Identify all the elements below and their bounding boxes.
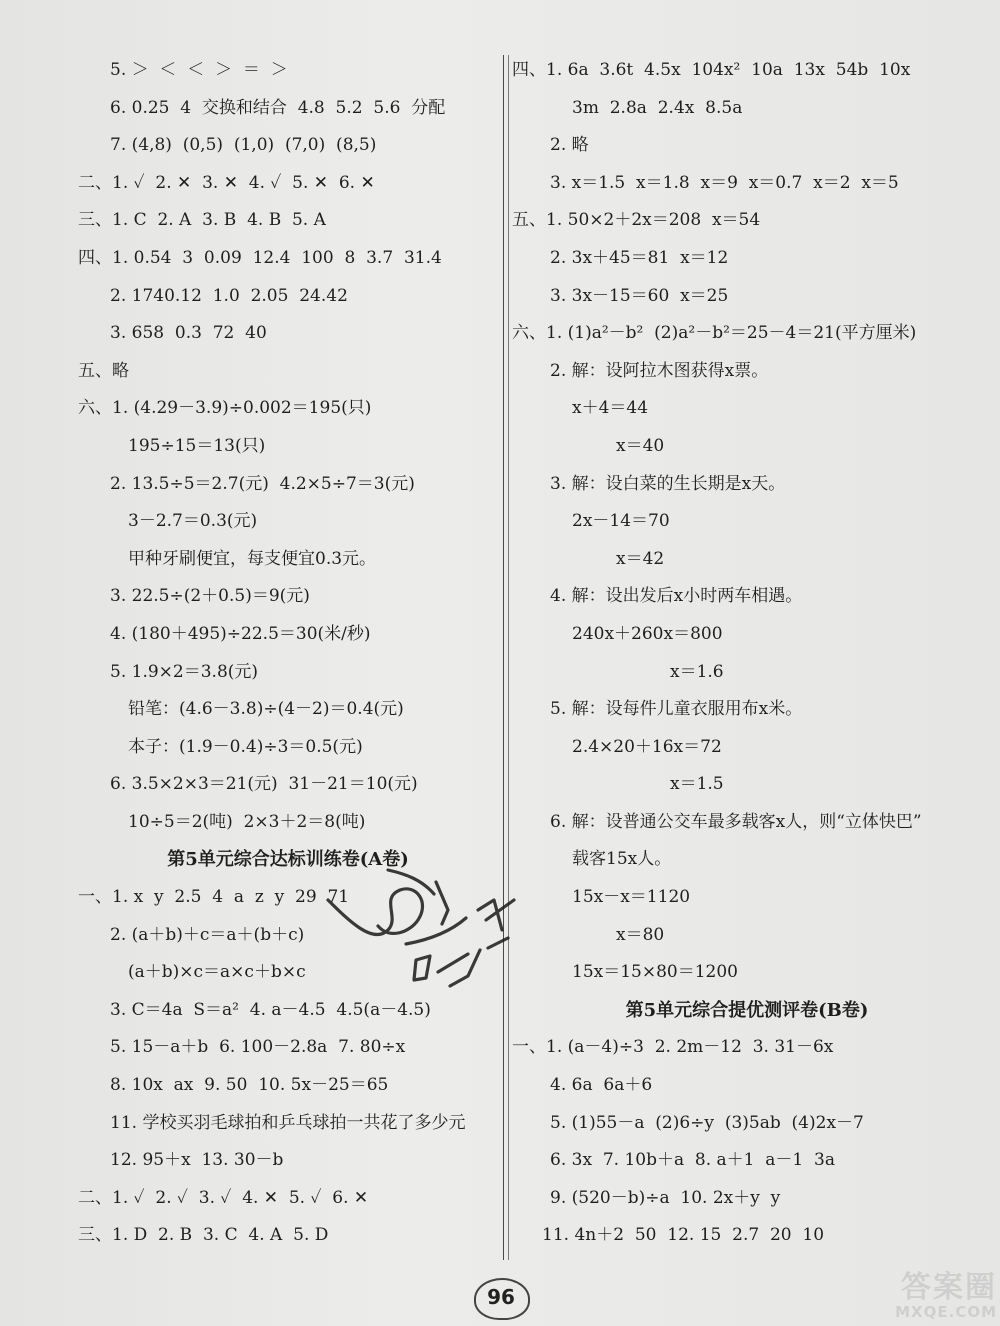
answer-line: 二、1. ✓ 2. ✓ 3. ✓ 4. ✕ 5. ✓ 6. ✕ xyxy=(78,1187,369,1208)
watermark-url: MXQE.COM xyxy=(895,1303,997,1321)
answer-line: x＝40 xyxy=(616,435,665,456)
answer-line: 五、略 xyxy=(78,360,129,381)
answer-line: 4. 6a 6a＋6 xyxy=(550,1075,653,1096)
answer-line: 195÷15＝13(只) xyxy=(128,435,266,456)
answer-line: 四、1. 0.54 3 0.09 12.4 100 8 3.7 31.4 xyxy=(78,247,442,268)
answer-line: x＝80 xyxy=(616,924,665,945)
answer-line: 4. (180＋495)÷22.5＝30(米/秒) xyxy=(110,623,371,644)
right-column xyxy=(512,52,982,1255)
answer-line: 6. 解：设普通公交车最多载客x人，则“立体快巴” xyxy=(550,811,922,832)
left-column xyxy=(78,52,498,1255)
answer-line: 2. 13.5÷5＝2.7(元) 4.2×5÷7＝3(元) xyxy=(110,473,415,494)
answer-line: 一、1. (a－4)÷3 2. 2m－12 3. 31－6x xyxy=(512,1037,834,1058)
answer-line: 2.4×20＋16x＝72 xyxy=(572,736,722,757)
answer-line: 8. 10x ax 9. 50 10. 5x－25＝65 xyxy=(110,1075,389,1096)
answer-line: 6. 3.5×2×3＝21(元) 31－21＝10(元) xyxy=(110,774,418,795)
answer-line: x＝1.6 xyxy=(670,661,724,682)
answer-line: 本子：(1.9－0.4)÷3＝0.5(元) xyxy=(128,736,363,757)
section-heading-b: 第5单元综合提优测评卷(B卷) xyxy=(625,999,869,1021)
answer-line: 15x＝15×80＝1200 xyxy=(572,962,738,983)
page-number: 96 xyxy=(487,1285,515,1309)
answer-line: 四、1. 6a 3.6t 4.5x 104x² 10a 13x 54b 10x xyxy=(512,60,911,80)
answer-line: 载客15x人。 xyxy=(572,849,672,870)
answer-line: 3. 22.5÷(2＋0.5)＝9(元) xyxy=(110,586,310,607)
answer-line: 甲种牙刷便宜，每支便宜0.3元。 xyxy=(128,548,377,569)
answer-line: 3. x＝1.5 x＝1.8 x＝9 x＝0.7 x＝2 x＝5 xyxy=(550,172,899,193)
answer-line: 15x－x＝1120 xyxy=(572,887,691,908)
answer-line: 7. (4,8) (0,5) (1,0) (7,0) (8,5) xyxy=(110,135,377,156)
answer-line: 2. (a＋b)＋c＝a＋(b＋c) xyxy=(110,924,305,945)
answer-line: 3－2.7＝0.3(元) xyxy=(128,511,258,532)
handwritten-stamp xyxy=(318,860,528,1010)
answer-line: 2. 解：设阿拉木图获得x票。 xyxy=(550,360,769,381)
answer-line: 3. C＝4a S＝a² 4. a－4.5 4.5(a－4.5) xyxy=(110,999,431,1020)
site-watermark xyxy=(812,1272,997,1322)
answer-line: 5. 解：设每件儿童衣服用布x米。 xyxy=(550,699,803,720)
answer-line: 3m 2.8a 2.4x 8.5a xyxy=(572,97,743,118)
answer-line: 11. 4n＋2 50 12. 15 2.7 20 10 xyxy=(542,1225,825,1246)
answer-line: 10÷5＝2(吨) 2×3＋2＝8(吨) xyxy=(128,811,366,832)
answer-line: 3. 3x－15＝60 x＝25 xyxy=(550,285,729,306)
answer-line: 2. 3x＋45＝81 x＝12 xyxy=(550,247,729,268)
answer-line: 六、1. (4.29－3.9)÷0.002＝195(只) xyxy=(78,398,372,419)
answer-line: 2. 1740.12 1.0 2.05 24.42 xyxy=(110,285,348,306)
answer-line: 六、1. (1)a²－b² (2)a²－b²＝25－4＝21(平方厘米) xyxy=(512,323,917,344)
answer-line: 6. 3x 7. 10b＋a 8. a＋1 a－1 3a xyxy=(550,1150,836,1171)
column-divider xyxy=(503,55,504,1260)
answer-line: 二、1. ✓ 2. ✕ 3. ✕ 4. ✓ 5. ✕ 6. ✕ xyxy=(78,172,375,193)
answer-line: 4. 解：设出发后x小时两车相遇。 xyxy=(550,586,803,607)
answer-line: 3. 658 0.3 72 40 xyxy=(110,323,267,344)
section-heading-a: 第5单元综合达标训练卷(A卷) xyxy=(167,849,409,871)
column-divider-inner xyxy=(508,55,509,1260)
answer-line: 铅笔：(4.6－3.8)÷(4－2)＝0.4(元) xyxy=(128,699,404,720)
answer-line: 9. (520－b)÷a 10. 2x＋y y xyxy=(550,1187,781,1208)
answer-line: 12. 95＋x 13. 30－b xyxy=(110,1150,284,1171)
answer-line: 6. 0.25 4 交换和结合 4.8 5.2 5.6 分配 xyxy=(110,97,446,118)
answer-line: 5. 1.9×2＝3.8(元) xyxy=(110,661,259,682)
answer-line: 一、1. x y 2.5 4 a z y 29 71 xyxy=(78,887,350,908)
answer-line: 5. 15－a＋b 6. 100－2.8a 7. 80÷x xyxy=(110,1037,406,1058)
answer-line: x＝42 xyxy=(616,548,665,569)
answer-line: x＝1.5 xyxy=(670,774,724,795)
answer-line: 三、1. C 2. A 3. B 4. B 5. A xyxy=(78,210,326,231)
answer-line: 2x－14＝70 xyxy=(572,511,670,532)
answer-line: 5. (1)55－a (2)6÷y (3)5ab (4)2x－7 xyxy=(550,1112,864,1133)
answer-line: 11. 学校买羽毛球拍和乒乓球拍一共花了多少元 xyxy=(110,1112,466,1133)
answer-line: 2. 略 xyxy=(550,135,589,156)
watermark-logo-text: 答案圈 xyxy=(901,1270,997,1305)
answer-line: 3. 解：设白菜的生长期是x天。 xyxy=(550,473,786,494)
answer-line: 5. ＞ ＜ ＜ ＞ ＝ ＞ xyxy=(110,60,288,80)
answer-line: 240x＋260x＝800 xyxy=(572,623,723,644)
answer-line: 三、1. D 2. B 3. C 4. A 5. D xyxy=(78,1225,329,1246)
answer-line: x＋4＝44 xyxy=(572,398,649,419)
answer-line: 五、1. 50×2＋2x＝208 x＝54 xyxy=(512,210,761,231)
answer-line: (a＋b)×c＝a×c＋b×c xyxy=(128,962,306,983)
